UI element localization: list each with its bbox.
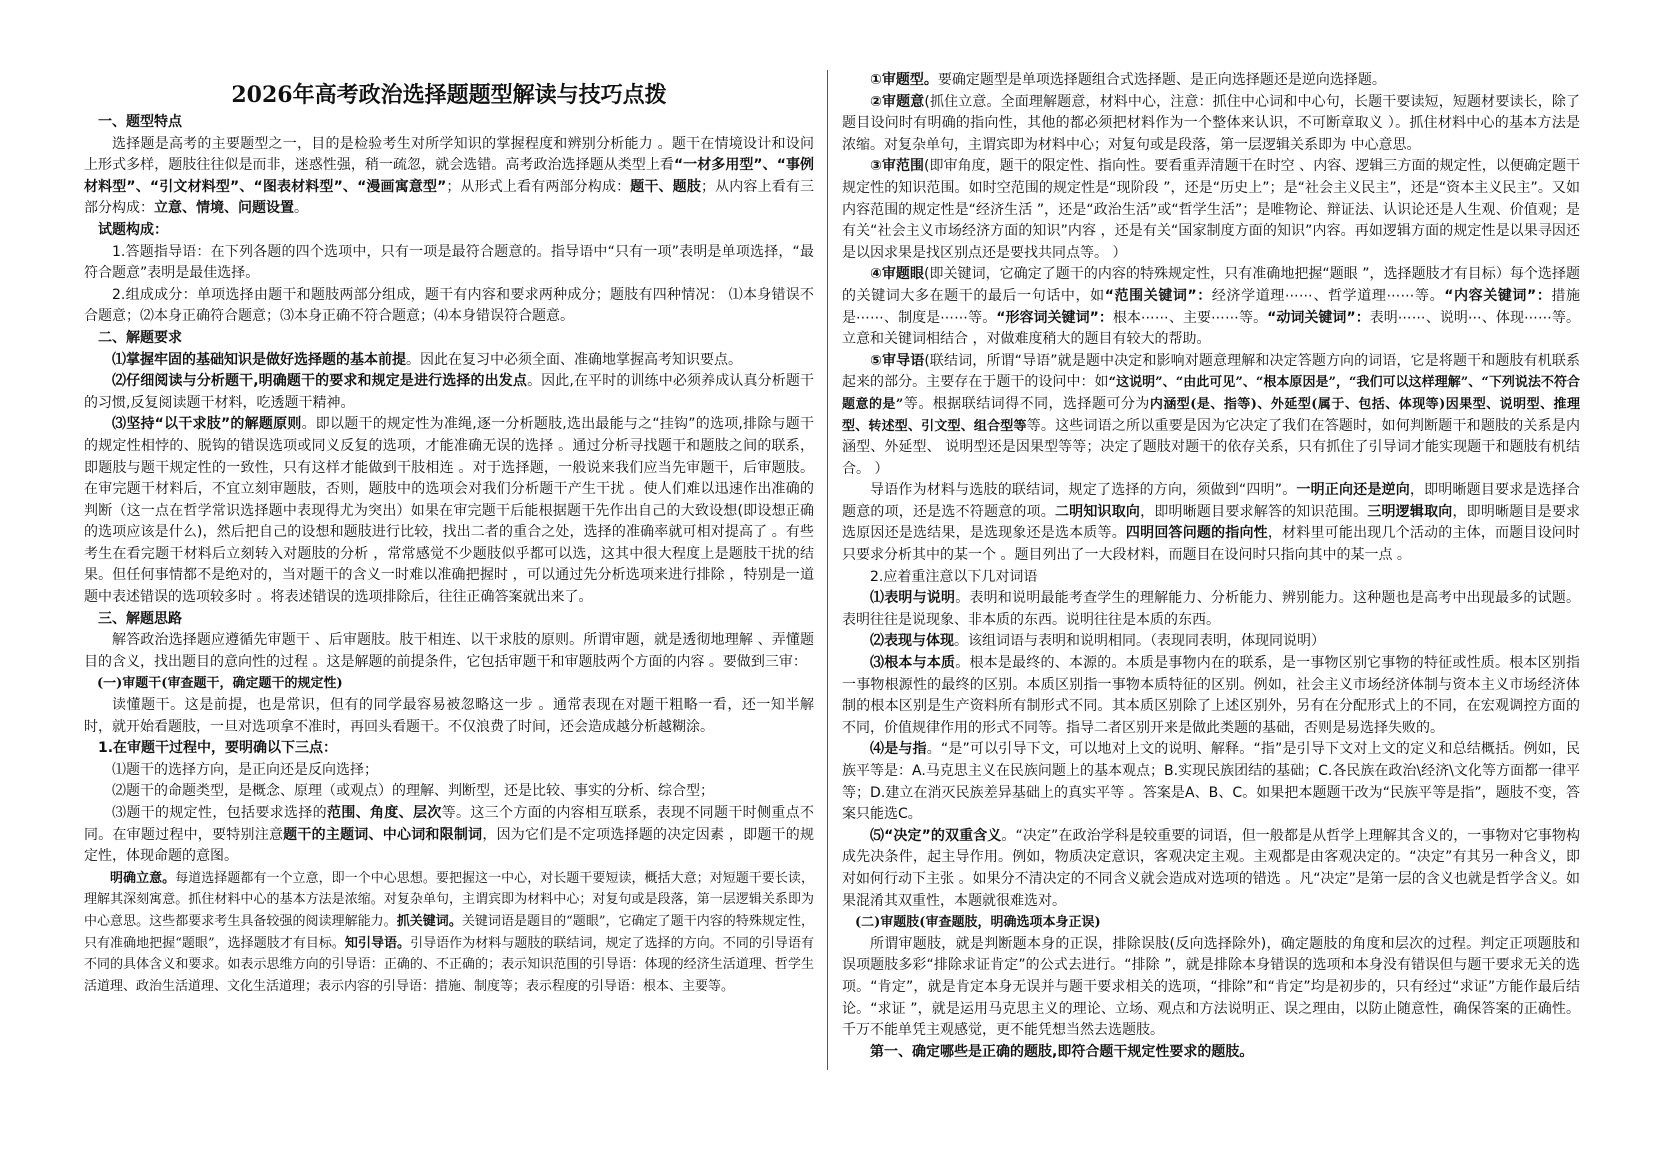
- list-item: ⑵题干的命题类型，是概念、原理（或观点）的理解、判断型，还是比较、事实的分析、综合型；: [112, 783, 714, 800]
- left-column: [84, 68, 814, 997]
- paragraph: ⑶根本与本质。根本是最终的、本源的。本质是事物内在的联系，是一事物区别它事物的特征或性质。根本区别指一事物根源性的最终的区别。本质区别指一事物本质特征的区别。例如，社会主义市场经济体制与资本主义市场经济体制的根本区别是生产资料所有制形式不同。其本质区别除了上述区别外，另有在分配形式上的不同，在宏观调控方面的不同，价值规律作用的形式不同等。指导二者区别开来是做此类题的基础，否则是易选择失败的。: [842, 655, 1581, 736]
- paragraph: ⑵表现与体现。该组词语与表明和说明相同。（表现同表明，体现同说明）: [870, 633, 1325, 650]
- subheading: 试题构成：: [98, 221, 168, 238]
- paragraph: ④审题眼(即关键词，它确定了题干的内容的特殊规定性，只有准确地把握“题眼 ”，选择题肢才有目标）每个选择题的关键词大多在题干的最后一句话中，如“范围关键词”：经济学道理⋯⋯、哲学道理⋯⋯等。“内容关键词”：措施是⋯⋯、制度是⋯⋯等。“形容词关键词”：根本⋯⋯、主要⋯⋯等。“动词关键词”：表明⋯⋯、说明⋯、体现⋯⋯等。立意和关键词相结合 ，对做难度稍大的题目有较大的帮助。: [842, 266, 1581, 348]
- subheading: (二)审题肢(审查题肢，明确选项本身正误): [855, 915, 1101, 931]
- subheading: 2.应着重注意以下几对词语: [870, 568, 1038, 585]
- list-item: ⑶题干的规定性，包括要求选择的范围、角度、层次等。这三个方面的内容相互联系，表现不同题干时侧重点不同。在审题过程中，要特别注意题干的主题词、中心词和限制词，因为它们是不定项选择题的决定因素 ，即题干的规定性，体现命题的意图。: [84, 805, 815, 865]
- section-heading: 三、解题思路: [98, 610, 182, 627]
- column-divider: [827, 70, 828, 1070]
- paragraph: ⑷是与指。“是”可以引导下文，可以地对上文的说明、解释。“指”是引导下文对上文的定义和总结概括。例如，民族平等是：A.马克思主义在民族问题上的基本观点；B.实现民族团结的基础；C.各民族在政治\经济\文化等方面都一律平等；D.建立在消灭民族差异基础上的真实平等 。答案是A、B、C。如果把本题题干改为“民族平等是指”，题肢不变，答案只能选C。: [842, 741, 1581, 823]
- paragraph: 明确立意。每道选择题都有一个立意，即一个中心思想。要把握这一中心，对长题干要短读，概括大意；对短题干要长读，理解其深刻寓意。抓住材料中心的基本方法是浓缩。对复杂单句，主谓宾即为材料中心；对复句或是段落，第一层逻辑关系即为中心意思。这些都要求考生具备较强的阅读理解能力。抓关键词。关键词语是题目的“题眼”，它确定了题干内容的特殊规定性，只有准确地把握“题眼”，选择题肢才有目标。知引导语。引导语作为材料与题肢的联结词，规定了选择的方向。不同的引导语有不同的具体含义和要求。如表示思维方向的引导语：正确的、不正确的；表示知识范围的引导语：体现的经济生活道理、哲学生活道理、政治生活道理、文化生活道理；表示内容的引导语：措施、制度等；表示程度的引导语：根本、主要等。: [84, 870, 814, 994]
- paragraph: ②审题意(抓住立意。全面理解题意，材料中心，注意：抓住中心词和中心句，长题干要读短，短题材要读长，除了题目设问时有明确的指向性，其他的都必须把材料作为一个整体来认识，不可断章取义 ）。抓住材料中心的基本方法是浓缩。对复杂单句，主谓宾即为材料中心；对复句或是段落，第一层逻辑关系即为 中心意思。: [842, 93, 1580, 153]
- paragraph: ⑶坚持“以干求肢”的解题原则。即以题干的规定性为准绳,逐一分析题肢,选出最能与之“挂钩”的选项,排除与题干的规定性相悖的、脱钩的错误选项或同义反复的选项，才能准确无误的选择 。通过分析寻找题干和题肢之间的联系，即题肢与题干规定性的一致性，只有这样才能做到干肢相连 。对于选择题，一般说来我们应当先审题干，后审题肢。在审完题干材料后，不宜立刻审题肢，否则，题肢中的选项会对我们分析题干产生干扰 。使人们难以迅速作出准确的判断（这一点在哲学常识选择题中表现得尤为突出）如果在审完题干后能根据题干先作出自己的大致设想(即设想正确的选项应该是什么)，然后把自己的设想和题肢进行比较，找出二者的重合之处，选择的准确率就可相对提高了 。有些考生在看完题干材料后立刻转入对题肢的分析 ，常常感觉不少题肢似乎都可以选，这其中很大程度上是题肢干扰的结果。但任何事情都不是绝对的，当对题干的含义一时难以准确把握时 ，可以通过先分析选项来进行排除 ，特别是一道题中表述错误的选项较多时 。将表述错误的选项排除后，往往正确答案就出来了。: [84, 416, 814, 606]
- paragraph: 选择题是高考的主要题型之一，目的是检验考生对所学知识的掌握程度和辨别分析能力 。题干在情境设计和设问上形式多样，题肢往往似是而非，迷惑性强，稍一疏忽，就会选错。高考政治选择题从类型上看“一材多用型”、“事例材料型”、“引文材料型”、“图表材料型”、“漫画寓意型”；从形式上看有两部分构成：题干、题肢；从内容上看有三部分构成：立意、情境、问题设置。: [84, 135, 815, 217]
- paragraph: ③审范围(即审角度，题干的限定性、指向性。要看重弄清题干在时空 、内容、逻辑三方面的规定性，以便确定题干规定性的知识范围。如时空范围的规定性是“现阶段 ”，还是“历史上”；是“社会主义民主”，还是“资本主义民主”。又如内容范围的规定性是“经济生活 ”，还是“政治生活”或“哲学生活”；是唯物论、辩证法、认识论还是人生观、价值观；是有关“社会主义市场经济方面的知识”内容 ，还是有关“国家制度方面的知识”内容。再如逻辑方面的规定性是以果寻因还是以因求果是找区别点还是要找共同点等。 ）: [842, 158, 1580, 261]
- paragraph: ⑴表明与说明。表明和说明最能考查学生的理解能力、分析能力、辨别能力。这种题也是高考中出现最多的试题。表明往往是说现象、非本质的东西。说明往往是本质的东西。: [842, 590, 1581, 628]
- paragraph: ⑵仔细阅读与分析题干,明确题干的要求和规定是进行选择的出发点。因此,在平时的训练中必须养成认真分析题干的习惯,反复阅读题干材料，吃透题干精神。: [84, 373, 814, 411]
- paragraph: ①审题型。要确定题型是单项选择题组合式选择题、是正向选择题还是逆向选择题。: [870, 72, 1386, 88]
- paragraph: 解答政治选择题应遵循先审题干 、后审题肢。肢干相连、以干求肢的原则。所谓审题，就是透彻地理解 、弄懂题目的含义，找出题目的意向性的过程 。这是解题的前提条件，它包括审题干和审题肢两个方面的内容 。要做到三审：: [84, 632, 814, 670]
- paragraph: 所谓审题肢，就是判断题本身的正误，排除误肢(反向选择除外)，确定题肢的角度和层次的过程。判定正项题肢和误项题肢多彩“排除求证肯定”的公式去进行。“排除 ”，就是排除本身错误的选项和本身没有错误但与题干要求无关的选项。“肯定”，就是肯定本身无误并与题干要求相关的选项，“排除”和“肯定”均是初步的，只有经过“求证”方能作最后结论。“求证 ”，就是运用马克思主义的理论、立场、观点和方法说明正、误之理由，以防止随意性，确保答案的正确性。千万不能单凭主观感觉，更不能凭想当然去选题肢。: [842, 935, 1580, 1039]
- section-heading: 一、题型特点: [98, 114, 182, 130]
- section-heading: 二、解题要求: [98, 329, 182, 346]
- list-item: 2.组成成分：单项选择由题干和题肢两部分组成，题干有内容和要求两种成分；题肢有四种情况： ⑴本身错误不合题意；⑵本身正确符合题意；⑶本身正确不符合题意；⑷本身错误符合题意。: [84, 286, 814, 325]
- paragraph: 第一、确定哪些是正确的题肢,即符合题干规定性要求的题肢。: [870, 1043, 1254, 1060]
- paragraph: ⑤审导语(联结词，所谓“导语”就是题中决定和影响对题意理解和决定答题方向的词语，它是将题干和题肢有机联系起来的部分。主要存在于题干的设问中：如“这说明”、“由此可见”、“根本原因是”，“我们可以这样理解”、“下列说法不符合题意的是”等。根据联结词得不同，选择题可分为内涵型(是、指等)、外延型(属于、包括、体现等)因果型、说明型、推理型、转述型、引文型、组合型等等。这些词语之所以重要是因为它决定了我们在答题时，如何判断题干和题肢的关系是内涵型、外延型、 说明型还是因果型等等；决定了题肢对题干的依存关系，只有抓住了引导词才能实现题干和题肢有机结合。 ）: [842, 352, 1581, 477]
- paragraph: 导语作为材料与选肢的联结词，规定了选择的方向，须做到“四明”。一明正向还是逆向，即明晰题目要求是选择合题意的项，还是选不符题意的项。二明知识取向，即明晰题目要求解答的知识范围。三明逻辑取向，即明晰题目是要求选原因还是选结果，是选现象还是选本质等。四明回答问题的指向性，材料里可能出现几个活动的主体，而题目设问时只要求分析其中的某一个 。题目列出了一大段材料，而题目在设问时只指向其中的某一点 。: [842, 482, 1581, 564]
- paragraph: ⑸“决定”的双重含义。“决定”在政治学科是较重要的词语，但一般都是从哲学上理解其含义的，一事物对它事物构成先决条件，起主导作用。例如，物质决定意识，客观决定主观。主观都是由客观决定的。“决定”有其另一种含义，即对如何行动下主张 。如果分不清决定的不同含义就会造成对选项的错选 。凡“决定”是第一层的含义也就是哲学含义。如果混淆其双重性，本题就很难选对。: [842, 827, 1580, 909]
- subheading: 1.在审题干过程中，要明确以下三点：: [98, 740, 338, 757]
- paragraph: ⑴掌握牢固的基础知识是做好选择题的基本前提。因此在复习中必须全面、准确地掌握高考知识要点。: [112, 351, 742, 368]
- list-item: 1.答题指导语：在下列各题的四个选项中，只有一项是最符合题意的。指导语中“只有一项”表明是单项选择，“最符合题意”表明是最佳选择。: [84, 243, 814, 282]
- subheading: (一)审题干(审查题干，确定题干的规定性): [97, 676, 343, 692]
- right-column: [842, 70, 1580, 1063]
- document-title: 2026年高考政治选择题题型解读与技巧点拨: [231, 82, 667, 108]
- paragraph: 读懂题干。这是前提，也是常识，但有的同学最容易被忽略这一步 。通常表现在对题干粗略一看，还一知半解时，就开始看题肢，一旦对选项拿不准时，再回头看题干。不仅浪费了时间，还会造成越分析越糊涂。: [84, 697, 814, 735]
- list-item: ⑴题干的选择方向，是正向还是反向选择；: [112, 761, 378, 778]
